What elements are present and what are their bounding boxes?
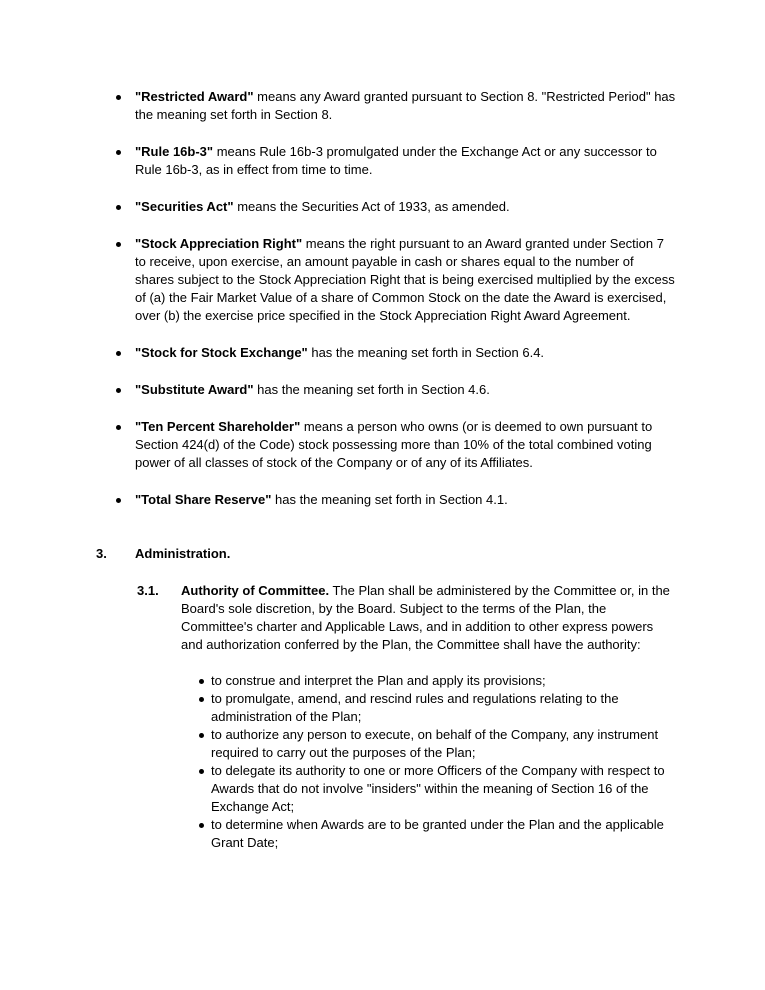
definition-item	[135, 491, 676, 509]
bullet-icon	[199, 733, 204, 738]
definition-item	[135, 381, 676, 399]
subsection-heading: Authority of Committee.	[181, 583, 330, 598]
authority-text: to authorize any person to execute, on behalf of the Company, any instrument required to carry out the purposes of the Plan;	[211, 727, 659, 760]
authority-text: to delegate its authority to one or more Officers of the Company with respect to Awards that do not involve "insiders" within the meaning of Section 16 of the Exchange Act;	[211, 763, 665, 814]
definition-item	[135, 143, 676, 179]
subsection-text: The Plan shall be administered by the Committee or, in the Board's sole discretion, by the Board. Subject to the terms of the Plan, the Committee's charter and Applicable Laws, and in addition to other express powers and authorization conferred by the Plan, the Committee shall have the authority:	[181, 583, 670, 652]
authority-item	[211, 690, 672, 726]
definition-term: "Securities Act"	[135, 199, 234, 214]
definition-text: means Rule 16b-3 promulgated under the Exchange Act or any successor to Rule 16b-3, as in effect from time to time.	[135, 144, 657, 177]
definition-item	[135, 418, 676, 472]
definition-item	[135, 344, 676, 362]
definition-text: means the Securities Act of 1933, as amended.	[237, 199, 510, 214]
definition-term: "Restricted Award"	[135, 89, 254, 104]
definition-term: "Total Share Reserve"	[135, 492, 272, 507]
authority-item	[211, 762, 672, 816]
bullet-icon	[199, 679, 204, 684]
authority-item	[211, 672, 672, 690]
bullet-icon	[116, 351, 121, 356]
bullet-icon	[116, 95, 121, 100]
section-title: Administration.	[135, 546, 231, 561]
definition-text: means the right pursuant to an Award granted under Section 7 to receive, upon exercise, an amount payable in cash or shares equal to the number of shares subject to the Stock Appreciation Right that is being exercised multiplied by the excess of (a) the Fair Market Value of a share of Common Stock on the date the Award is exercised, over (b) the exercise price specified in the Stock Appreciation Right Award Agreement.	[135, 236, 675, 323]
subsection-number: 3.1.	[137, 583, 159, 598]
authority-item	[211, 726, 672, 762]
definition-text: means a person who owns (or is deemed to own pursuant to Section 424(d) of the Code) stock possessing more than 10% of the total combined voting power of all classes of stock of the Company or of any of its Affiliates.	[135, 419, 653, 470]
authority-text: to construe and interpret the Plan and apply its provisions;	[211, 673, 546, 688]
authority-text: to determine when Awards are to be granted under the Plan and the applicable Grant Date;	[211, 817, 664, 850]
bullet-icon	[116, 242, 121, 247]
section-number: 3.	[96, 546, 107, 561]
definition-text: has the meaning set forth in Section 4.6.	[257, 382, 490, 397]
definition-text: has the meaning set forth in Section 6.4.	[311, 345, 545, 360]
definition-term: "Stock for Stock Exchange"	[135, 345, 308, 360]
definition-item	[135, 235, 676, 325]
bullet-icon	[116, 150, 121, 155]
section-heading	[96, 545, 230, 563]
subsection-body	[181, 582, 672, 852]
bullet-icon	[116, 498, 121, 503]
definition-term: "Stock Appreciation Right"	[135, 236, 303, 251]
bullet-icon	[116, 425, 121, 430]
definition-item	[135, 198, 676, 216]
definition-text: has the meaning set forth in Section 4.1.	[275, 492, 508, 507]
definition-term: "Substitute Award"	[135, 382, 254, 397]
bullet-icon	[116, 388, 121, 393]
subsection-3-1	[137, 582, 672, 852]
bullet-icon	[199, 697, 204, 702]
definition-term: "Rule 16b-3"	[135, 144, 214, 159]
definition-text: means any Award granted pursuant to Section 8. "Restricted Period" has the meaning set forth in Section 8.	[135, 89, 676, 122]
authority-list	[211, 672, 672, 852]
bullet-icon	[199, 769, 204, 774]
definitions-list	[135, 88, 676, 528]
definition-item	[135, 88, 676, 124]
bullet-icon	[199, 823, 204, 828]
bullet-icon	[116, 205, 121, 210]
authority-item	[211, 816, 672, 852]
authority-text: to promulgate, amend, and rescind rules and regulations relating to the administration of the Plan;	[211, 691, 619, 724]
definition-term: "Ten Percent Shareholder"	[135, 419, 301, 434]
